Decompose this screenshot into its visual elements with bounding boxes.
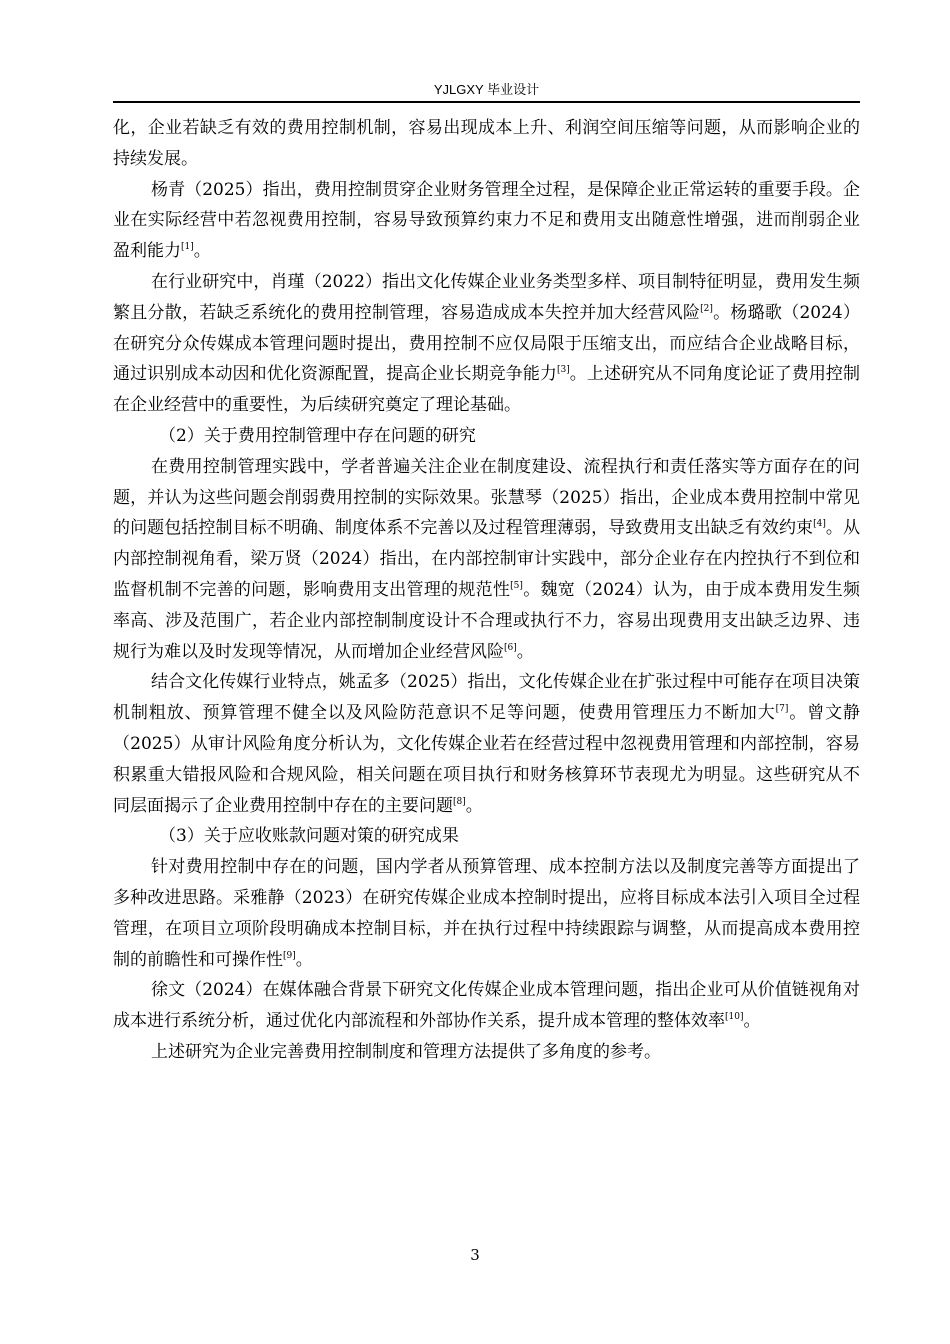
- citation[interactable]: [6]: [504, 642, 517, 653]
- paragraph: 杨青（2025）指出，费用控制贯穿企业财务管理全过程，是保障企业正常运转的重要手段。企业在实际经营中若忽视费用控制，容易导致预算约束力不足和费用支出随意性增强，进而削弱企业盈利能力[1]。: [113, 179, 860, 262]
- paragraph-continued: 化，企业若缺乏有效的费用控制机制，容易出现成本上升、利润空间压缩等问题，从而影响企业的持续发展。: [113, 118, 860, 169]
- citation[interactable]: [3]: [556, 365, 570, 376]
- citation[interactable]: [5]: [510, 580, 523, 591]
- section-heading: （2）关于费用控制管理中存在问题的研究: [159, 425, 476, 446]
- citation[interactable]: [10]: [725, 1012, 744, 1023]
- paragraph: 在行业研究中，肖瑾（2022）指出文化传媒企业业务类型多样、项目制特征明显，费用发生频繁且分散，若缺乏系统化的费用控制管理，容易造成成本失控并加大经营风险[2]。杨璐歌（2024）在研究分众传媒成本管理问题时提出，费用控制不应仅局限于压缩支出，而应结合企业战略目标，通过识别成本动因和优化资源配置，提高企业长期竞争能力[3]。上述研究从不同角度论证了费用控制在企业经营中的重要性，为后续研究奠定了理论基础。: [113, 271, 861, 416]
- document-body: [113, 113, 860, 1068]
- citation[interactable]: [2]: [700, 303, 713, 314]
- paragraph: 在费用控制管理实践中，学者普遍关注企业在制度建设、流程执行和责任落实等方面存在的问题，并认为这些问题会削弱费用控制的实际效果。张慧琴（2025）指出，企业成本费用控制中常见的问题包括控制目标不明确、制度体系不完善以及过程管理薄弱，导致费用支出缺乏有效约束[4]。从内部控制视角看，梁万贤（2024）指出，在内部控制审计实践中，部分企业存在内控执行不到位和监督机制不完善的问题，影响费用支出管理的规范性[5]。魏宽（2024）认为，由于成本费用发生频率高、涉及范围广，若企业内部控制制度设计不合理或执行不力，容易出现费用支出缺乏边界、违规行为难以及时发现等情况，从而增加企业经营风险[6]。: [113, 456, 861, 662]
- paragraph: 针对费用控制中存在的问题，国内学者从预算管理、成本控制方法以及制度完善等方面提出了多种改进思路。采雅静（2023）在研究传媒企业成本控制时提出，应将目标成本法引入项目全过程管理，在项目立项阶段明确成本控制目标，并在执行过程中持续跟踪与调整，从而提高成本费用控制的前瞻性和可操作性[9]。: [113, 857, 860, 970]
- paragraph: 上述研究为企业完善费用控制制度和管理方法提供了多角度的参考。: [151, 1041, 661, 1062]
- header-divider: [113, 101, 860, 103]
- citation[interactable]: [9]: [283, 950, 296, 961]
- citation[interactable]: [7]: [775, 704, 789, 715]
- citation[interactable]: [4]: [813, 519, 826, 530]
- paragraph: 徐文（2024）在媒体融合背景下研究文化传媒企业成本管理问题，指出企业可从价值链视角对成本进行系统分析，通过优化内部流程和外部协作关系，提升成本管理的整体效率[10]。: [113, 980, 860, 1032]
- citation[interactable]: [1]: [181, 242, 194, 253]
- citation[interactable]: [8]: [453, 796, 466, 807]
- page-header: YJLGXY 毕业设计: [433, 82, 540, 97]
- section-heading: （3）关于应收账款问题对策的研究成果: [159, 826, 459, 847]
- page-number: 3: [470, 1246, 480, 1264]
- paragraph: 结合文化传媒行业特点，姚孟多（2025）指出，文化传媒企业在扩张过程中可能存在项目决策机制粗放、预算管理不健全以及风险防范意识不足等问题，使费用管理压力不断加大[7]。曾文静（2025）从审计风险角度分析认为，文化传媒企业若在经营过程中忽视费用管理和内部控制，容易积累重大错报风险和合规风险，相关问题在项目执行和财务核算环节表现尤为明显。这些研究从不同层面揭示了企业费用控制中存在的主要问题[8]。: [113, 672, 861, 816]
